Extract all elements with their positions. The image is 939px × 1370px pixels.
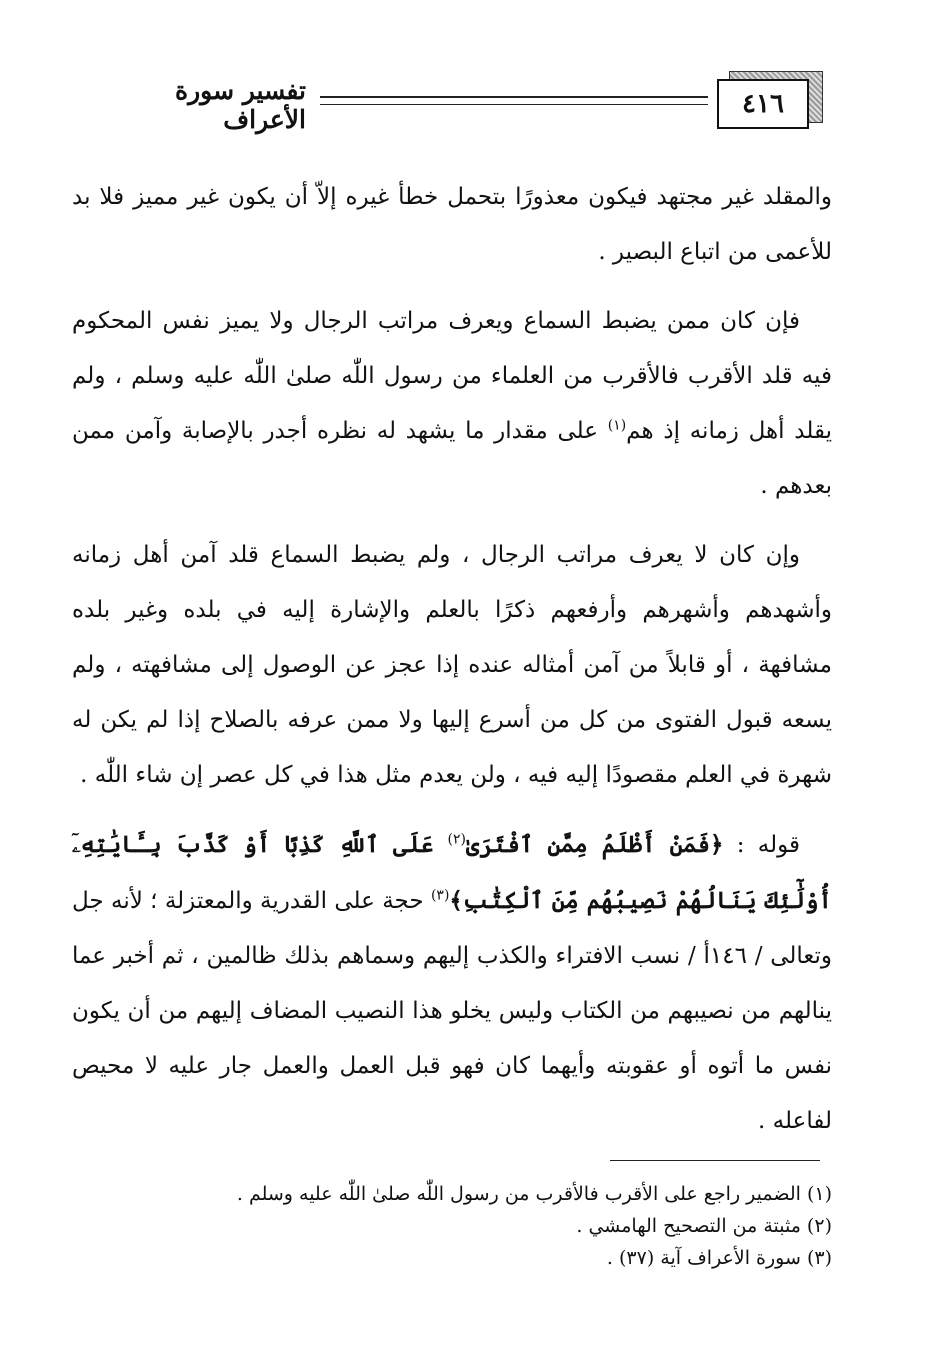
header-rule bbox=[320, 96, 708, 105]
paragraph-1-text: والمقلد غير مجتهد فيكون معذورًا بتحمل خطأ غيره إلاّ أن يكون غير مميز فلا بد للأعمى من اتباع البصير . bbox=[72, 184, 832, 265]
page-number: ٤١٦ bbox=[717, 79, 809, 129]
paragraph-1 bbox=[72, 170, 832, 280]
paragraph-4-intro: قوله : bbox=[723, 832, 800, 858]
running-title: تفسير سورة الأعراف bbox=[175, 76, 306, 134]
paragraph-2-text-b: على مقدار ما يشهد له نظره أجدر بالإصابة وآمن ممن بعدهم . bbox=[72, 418, 832, 499]
main-text bbox=[72, 170, 832, 1149]
paragraph-4-rest: حجة على القدرية والمعتزلة ؛ لأنه جل وتعالى / ١٤٦أ / نسب الافتراء والكذب إليهم وسماهم بذلك ظالمين ، ثم أخبر عما ينالهم من نصيبهم من الكتاب وليس يخلو هذا النصيب المضاف إليهم من أن يكون نفس ما أتوه أو عقوبته وأيهما كان فهو قبل العمل والعمل جار عليه لا محيص لفاعله . bbox=[72, 888, 833, 1134]
paragraph-3 bbox=[72, 528, 832, 803]
quran-verse-a: ﴿فَمَنْ أَظْلَمُ مِمَّنِ ٱفْتَرَىٰ bbox=[465, 831, 724, 858]
quran-verse-b: عَلَى ٱللَّهِ كَذِبًا أَوْ كَذَّبَ بِـَٔايَٰتِهِۦٓ أُوْلَٰٓئِكَ يَنَالُهُمْ نَصِيبُهُم مِّنَ ٱلْكِتَٰبِ﴾ bbox=[72, 831, 832, 914]
page-number-box bbox=[717, 71, 821, 121]
paragraph-2 bbox=[72, 294, 832, 514]
footnote-rule bbox=[610, 1160, 820, 1161]
footnote-3: (٣) سورة الأعراف آية (٣٧) . bbox=[606, 1247, 832, 1269]
footnote-ref-2: (٢) bbox=[447, 831, 466, 848]
footnote-ref-1: (١) bbox=[607, 417, 627, 434]
paragraph-3-text: وإن كان لا يعرف مراتب الرجال ، ولم يضبط السماع قلد آمن أهل زمانه وأشهدهم وأشهرهم وأرفعهم ذكرًا بالعلم والإشارة إليه في بلده وغير بلده مشافهة ، أو قابلاً من آمن أمثاله عنده إذا عجز عن الوصول إلى مشافهته ، ولم يسعه قبول الفتوى من كل من أسرع إليها ولا ممن عرفه بالصلاح إذا لم يكن له شهرة في العلم مقصودًا إليه فيه ، ولن يعدم مثل هذا في كل عصر إن شاء اللّٰه . bbox=[72, 542, 832, 788]
footnote-ref-3: (٣) bbox=[430, 887, 450, 904]
footnote-1: (١) الضمير راجع على الأقرب فالأقرب من رسول اللّٰه صلىٰ اللّٰه عليه وسلم . bbox=[236, 1183, 832, 1205]
paragraph-2-text-a: فإن كان ممن يضبط السماع ويعرف مراتب الرجال ولا يميز نفس المحكوم فيه قلد الأقرب فالأقرب من العلماء من رسول اللّٰه صلىٰ اللّٰه عليه وسلم ، ولم يقلد أهل زمانه إذ هم bbox=[72, 308, 833, 444]
footnote-2: (٢) مثبتة من التصحيح الهامشي . bbox=[576, 1215, 832, 1237]
footnotes bbox=[72, 1178, 832, 1274]
paragraph-4 bbox=[72, 817, 832, 1149]
